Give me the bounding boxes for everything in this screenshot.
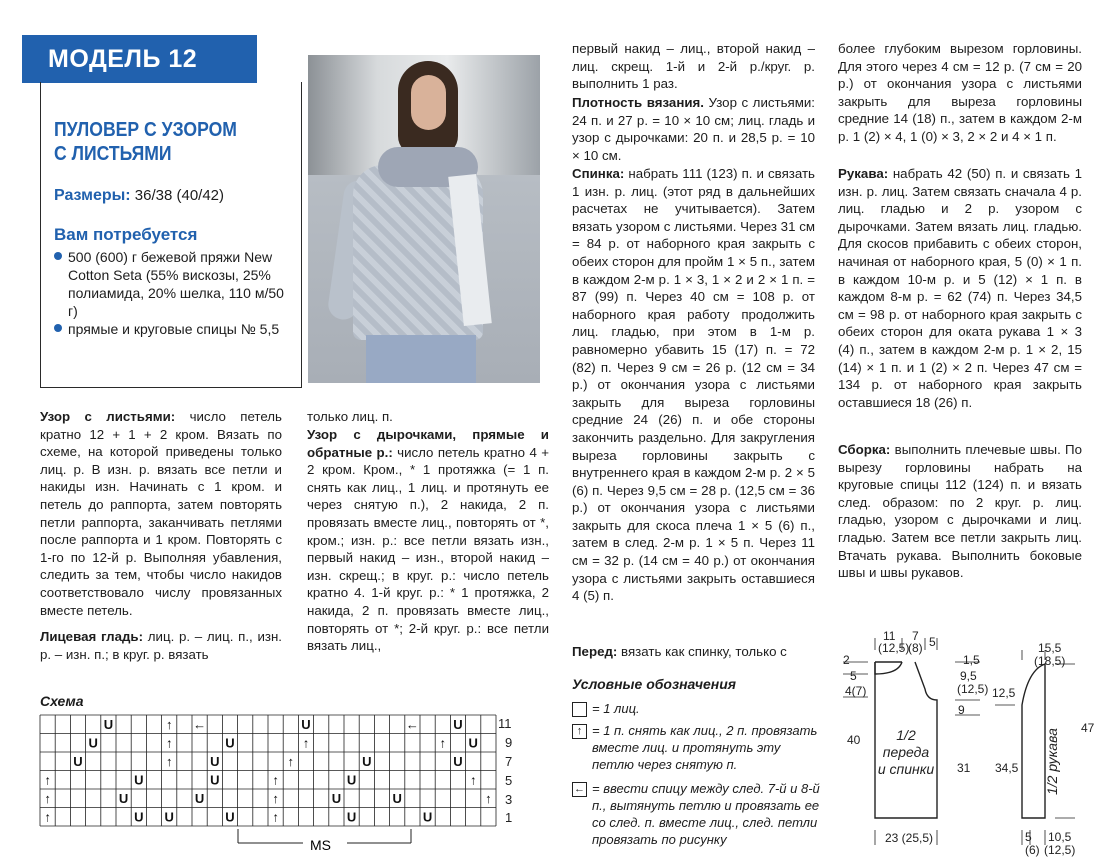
chart-symbol: U	[103, 717, 114, 732]
chart-symbol: U	[301, 717, 311, 732]
dim-label: 7	[912, 629, 919, 643]
pattern-label: переда	[882, 744, 930, 760]
product-title	[54, 118, 265, 166]
dim-label: (12,5)	[1044, 843, 1076, 857]
chart-symbol: U	[468, 735, 478, 751]
chart-symbol: ↑	[485, 791, 492, 806]
dim-label: 15,5	[1038, 641, 1062, 655]
assembly-text: выполнить плечевые швы. По вырезу горловины набрать на круговые спицы 112 (124) п. и вязать след. образом: по 2 круг. р. лиц. гладью, узором с дырочками и лиц. гладью. Затем все петли закрыть лиц. Втачать рукава. Выполнить боковые швы и швы рукавов.	[838, 442, 1082, 581]
row-number: 3	[505, 792, 513, 807]
sleeve-label: 1/2 рукава	[1044, 728, 1060, 795]
dim-label: (6)	[1025, 843, 1040, 857]
face-stitch-label: Лицевая гладь:	[40, 629, 144, 644]
sizes-label: Размеры:	[54, 187, 131, 204]
col3-continuation: первый накид – лиц., второй накид – лиц. скрещ. 1-й и 2-й р./круг. р. выполнить 1 раз.	[572, 41, 815, 92]
chart-symbol: ↑	[44, 809, 51, 825]
chart-symbol: U	[210, 772, 220, 788]
pattern-label: 1/2	[896, 727, 916, 743]
needs-text: прямые и круговые спицы № 5,5	[68, 321, 280, 337]
dim-label: 5	[1025, 830, 1032, 844]
schema-title: Схема	[40, 693, 84, 709]
chart-symbol: U	[88, 735, 98, 751]
up-arrow-icon: ↑	[572, 724, 587, 739]
legend-item-knit	[572, 700, 822, 718]
sizes-value: 36/38 (40/42)	[134, 187, 225, 204]
model-photo	[308, 55, 540, 383]
chart-symbol: U	[453, 754, 463, 769]
leaf-pattern-paragraph	[40, 408, 282, 619]
needs-item	[54, 248, 294, 320]
chart-symbol: U	[422, 809, 433, 825]
legend-text: = ввести спицу между след. 7-й и 8-й п., вытянуть петлю и провязать ее со след. п. вместе лиц., след. петли провязать по рисунку	[592, 781, 820, 847]
sleeves-text: набрать 42 (50) п. и связать 1 изн. р. лиц. Затем связать сначала 4 р. лиц. гладью и 2 р. узором с дырочками. Затем вязать лиц. гладью. Для скосов прибавить с обеих сторон, начиная от наборного края, 5 (0) × 1 п. в каждом 10-м р. и 5 (12) × 1 п. в каждом 8-м р. = 62 (74) п. Через 34,5 см = 98 р. от наборного края закрыть с обеих сторон для оката рукава 1 × 3 (4) п., затем в каждом 2-м р. 1 × 2, 15 (14) × 1 п. и 1 (2) × 2 п. Через 47 см = 134 р. от наборного края закрыть оставшиеся 18 (26) п.	[838, 166, 1083, 410]
chart-symbol: ↑	[439, 735, 447, 751]
legend-item-pull	[572, 722, 822, 774]
legend-text: = 1 лиц.	[592, 701, 640, 716]
chart-symbol: ↑	[165, 735, 173, 751]
chart-symbol: U	[194, 791, 205, 806]
holes-pattern-paragraph	[307, 426, 549, 655]
chart-symbol: U	[118, 791, 129, 806]
dim-label: (12,5)	[878, 641, 910, 655]
chart-symbol: ←	[193, 717, 207, 732]
legend-text: = 1 п. снять как лиц., 2 п. провязать вместе лиц. и протянуть эту петлю через снятую п.	[592, 723, 818, 772]
sleeve-pattern-labels	[992, 641, 1095, 857]
dim-label: 9	[958, 703, 965, 717]
dim-label: 23 (25,5)	[885, 831, 934, 845]
row-number: 9	[505, 735, 513, 750]
chart-symbol: ↑	[469, 772, 477, 788]
sleeves-label: Рукава:	[838, 166, 889, 181]
model-banner: МОДЕЛЬ 12	[22, 35, 257, 83]
leaf-pattern-label: Узор с листьями:	[40, 409, 176, 424]
body-pattern-labels	[843, 629, 988, 845]
leaf-pattern-text: число петель кратно 12 + 1 + 2 кром. Вязать по схеме, на которой приведены только лиц. р. В изн. р. вязать все петли и накиды изн. Начинать с 1 кром. и петель до раппорта, затем повторять петли раппорта, заканчивать петлями после раппорта и 1 кром. Повторять с 1-го по 12-й р. Выполняя убавления, следить за тем, чтобы число накидов соответствовало числу провязанных вместе петель.	[40, 409, 282, 618]
chart-symbol: ↑	[165, 754, 173, 769]
dim-label: 4(7)	[845, 684, 867, 698]
dim-label: 34,5	[995, 761, 1019, 775]
chart-symbol: U	[346, 772, 357, 788]
row-number: 7	[505, 754, 513, 769]
back-label: Спинка:	[572, 166, 625, 181]
chart-symbol: ↑	[302, 735, 310, 751]
density-paragraph	[572, 94, 815, 164]
row-number: 5	[505, 773, 513, 788]
ms-bracket	[238, 829, 411, 843]
dim-label: 9,5	[960, 669, 977, 683]
dim-label: 5	[929, 635, 936, 649]
chart-symbol: U	[225, 735, 235, 751]
chart-symbol: ↑	[44, 772, 51, 788]
chart-symbol: U	[362, 754, 372, 769]
density-text: Узор с листьями: 24 п. и 27 р. = 10 × 10 см; лиц. гладь и узор с дырочками: 20 п. и 28,5 р. = 10 × 10 см.	[572, 95, 816, 163]
chart-symbol: U	[210, 754, 220, 769]
bullet-icon	[54, 324, 62, 332]
dim-label: 2	[843, 653, 850, 667]
dim-label: 1,5	[963, 653, 980, 667]
needs-text: 500 (600) г бежевой пряжи New Cotton Seta (55% вискозы, 25% полиамида, 20% шелка, 110 м/50 г)	[68, 249, 284, 319]
dim-label: 47	[1081, 721, 1095, 735]
sleeves-paragraph	[838, 165, 1082, 411]
chart-symbol: U	[134, 809, 144, 825]
chart-symbol: U	[392, 791, 402, 806]
front-paragraph	[572, 643, 815, 661]
product-title-line1: ПУЛОВЕР С УЗОРОМ	[54, 119, 237, 141]
dim-label: 31	[957, 761, 971, 775]
dim-label: 5	[850, 669, 857, 683]
dim-label: (12,5)	[957, 682, 989, 696]
chart-symbol: U	[453, 717, 463, 732]
chart-symbol: U	[134, 772, 144, 788]
empty-cell-icon	[572, 702, 587, 717]
product-title-line2: С ЛИСТЬЯМИ	[54, 143, 172, 165]
needs-list	[54, 248, 294, 338]
back-text: набрать 111 (123) п. и связать 1 изн. р. лиц. (этот ряд в дальнейших расчетах не учитывается). Затем вязать узором с листьями. Через 31 см = 84 р. от наборного края закрыть с обеих сторон для пройм 1 × 5 п., затем в каждом 2-м р. 1 × 3, 1 × 2 и 2 × 1 п. = 87 (99) п. Через 40 см = 108 р. от наборного края работу продолжить лиц. гладью, при этом в 1-м р. равномерно убавить 15 (17) п. = 72 (82) п. Через 9 см = 26 р. (12 см = 34 р.) от окончания узора с листьями закрыть для выреза горловины средние 24 (26) п. и обе стороны закончить раздельно. Для закругления выреза горловины закрыть с внутреннего края в каждом 2-м р. 2 × 5 (6) п. Через 9,5 см = 28 р. (12,5 см = 36 р.) от окончания узора с листьями закрыть для скоса плеча 1 × 5 (6) п., затем в след. 2-м р. 1 × 5 п. Через 11 см = 32 р. (14 см = 40 р.) от окончания узора с листьями закрыть оставшиеся 4 (5) п.	[572, 166, 815, 604]
chart-symbol: U	[331, 791, 342, 806]
chart-symbol: ↑	[272, 791, 279, 806]
dim-label: 10,5	[1048, 830, 1072, 844]
holes-pattern-label: Узор с дырочками, прямые и обратные р.:	[307, 427, 549, 460]
needs-title: Вам потребуется	[54, 225, 198, 244]
body-pattern	[843, 638, 980, 845]
face-stitch-text: лиц. р. – лиц. п., изн. р. – изн. п.; в круг. р. вязать	[40, 629, 283, 662]
density-label: Плотность вязания.	[572, 95, 704, 110]
face-stitch-paragraph	[40, 628, 282, 663]
row-numbers	[498, 716, 512, 825]
bullet-icon	[54, 252, 62, 260]
row-number: 11	[498, 716, 512, 731]
left-arrow-icon: ←	[574, 783, 585, 795]
holes-pattern-text: число петель кратно 4 + 2 кром. Кром., * 1 протяжка (= 1 п. снять как лиц., 1 лиц. и протянуть ее через снятую п.), 2 накида, 2 п. провязать вместе лиц., повторять от *, кром.; изн. р.: все петли вязать изн., первый накид – изн., второй накид – изн. скрещ.; в круг. р.: число петель кратно 4. 1-й круг. р.: * 1 протяжка, 2 накида, 2 п. провязать вместе лиц., повторять от *; 2-й круг. р.: все петли вязать лиц.,	[307, 444, 549, 654]
front-text: вязать как спинку, только с	[621, 644, 787, 659]
chart-symbol: U	[346, 809, 357, 825]
chart-symbol: ↑	[44, 791, 51, 806]
dim-label: 11	[883, 629, 896, 643]
dim-label: (8)	[908, 641, 923, 655]
chart-symbol: ←	[405, 717, 419, 732]
dim-label: 40	[847, 733, 861, 747]
sleeve-pattern	[995, 650, 1075, 845]
pattern-label: и спинки	[877, 761, 935, 777]
dim-label: (18,5)	[1034, 654, 1066, 668]
chart-symbol: ↑	[272, 772, 279, 788]
col2-continuation: только лиц. п.	[307, 409, 393, 424]
dim-label: 12,5	[992, 686, 1016, 700]
chart-symbol: U	[164, 809, 174, 825]
sizes	[54, 187, 224, 205]
ms-label: MS	[310, 837, 331, 853]
chart-symbol: ↑	[272, 809, 279, 825]
chart-symbol: U	[73, 754, 83, 769]
chart-symbol: ↑	[287, 754, 295, 769]
row-number: 1	[505, 810, 513, 825]
chart-symbol: ↑	[165, 717, 173, 732]
needs-item	[54, 320, 294, 338]
legend-item-cross	[572, 780, 822, 850]
knit-chart-grid	[40, 715, 496, 826]
body-pattern-title	[878, 727, 934, 777]
back-paragraph	[572, 165, 815, 605]
assembly-paragraph	[838, 441, 1082, 582]
legend-title: Условные обозначения	[572, 676, 737, 692]
front-label: Перед:	[572, 644, 618, 659]
col4-continuation: более глубоким вырезом горловины. Для этого через 4 см = 12 р. (7 см = 20 р.) от окончания узора с листьями закрыть для выреза горловины средние 14 (18) п., затем в каждом 2-м р. 1 (2) × 4, 1 (0) × 3, 2 × 2 и 4 × 1 п.	[838, 41, 1082, 144]
chart-symbol: U	[225, 809, 235, 825]
assembly-label: Сборка:	[838, 442, 891, 457]
